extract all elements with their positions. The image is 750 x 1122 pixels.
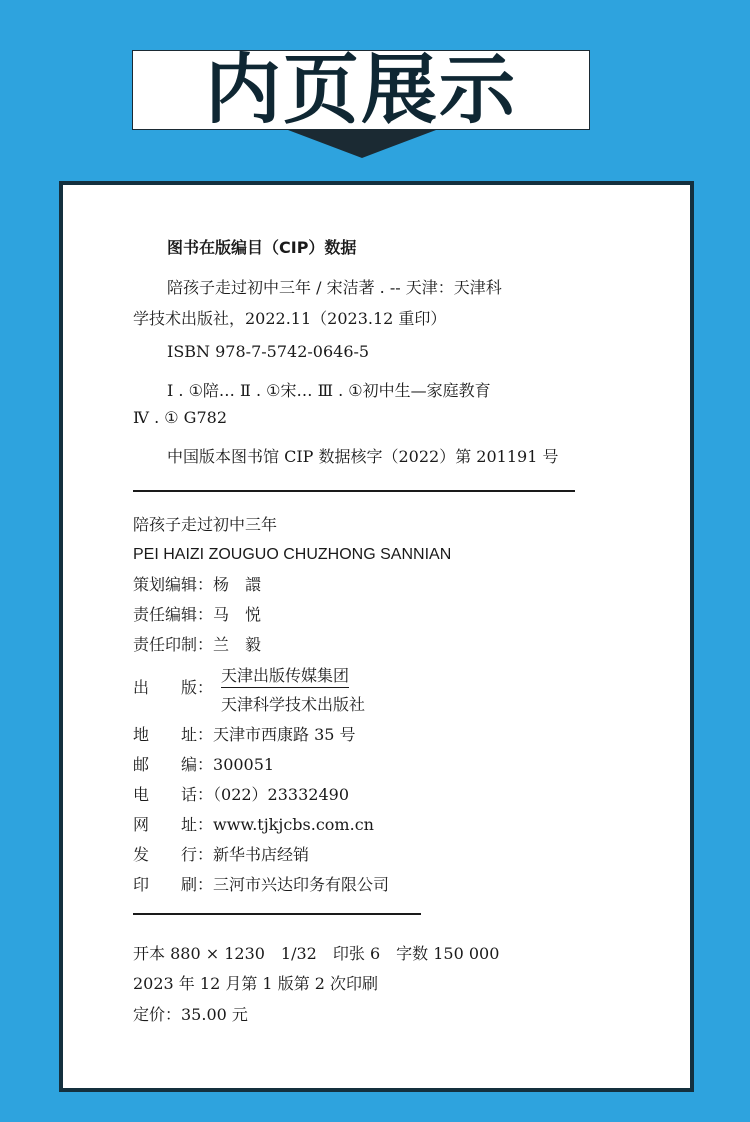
credit-value: 杨 譞 xyxy=(213,575,262,594)
info-postcode xyxy=(133,755,274,775)
cip-subjects-2: Ⅳ . ① G782 xyxy=(133,408,227,427)
credit-responsible-editor xyxy=(133,605,261,625)
publisher-group-name: 天津出版传媒集团 xyxy=(221,666,349,688)
publisher-label: 出 版： xyxy=(133,678,214,697)
info-label: 网 址： xyxy=(133,815,214,834)
credit-value: 兰 毅 xyxy=(213,635,262,654)
info-value: 三河市兴达印务有限公司 xyxy=(213,875,390,894)
info-value: 300051 xyxy=(213,755,275,774)
credit-planning-editor xyxy=(133,575,261,595)
cip-line-1: 陪孩子走过初中三年 / 宋洁著 . -- 天津：天津科 xyxy=(167,278,502,297)
info-value: www.tjkjcbs.com.cn xyxy=(213,815,374,834)
credit-label: 责任印制： xyxy=(133,635,214,654)
info-label: 印 刷： xyxy=(133,875,214,894)
info-address xyxy=(133,725,356,745)
cip-line-2: 学技术出版社，2022.11（2023.12 重印） xyxy=(133,309,447,328)
divider-bottom xyxy=(133,913,421,915)
publisher-group xyxy=(221,666,349,686)
cip-isbn: ISBN 978-7-5742-0646-5 xyxy=(167,342,370,361)
publisher-name: 天津科学技术出版社 xyxy=(221,695,366,714)
info-value: 新华书店经销 xyxy=(213,845,310,864)
cip-subjects-1: Ⅰ . ①陪… Ⅱ . ①宋… Ⅲ . ①初中生—家庭教育 xyxy=(167,381,491,400)
copyright-page xyxy=(59,181,694,1092)
info-label: 邮 编： xyxy=(133,755,214,774)
credit-value: 马 悦 xyxy=(213,605,262,624)
cip-heading: 图书在版编目（CIP）数据 xyxy=(167,238,357,257)
specs-format: 开本 880 × 1230 1/32 印张 6 字数 150 000 xyxy=(133,944,500,963)
info-distribution xyxy=(133,845,309,865)
info-printer xyxy=(133,875,389,895)
credit-label: 责任编辑： xyxy=(133,605,214,624)
specs-price: 定价：35.00 元 xyxy=(133,1005,248,1024)
header-banner xyxy=(132,45,590,134)
info-value: 天津市西康路 35 号 xyxy=(213,725,356,744)
divider-top xyxy=(133,490,575,492)
book-title-pinyin: PEI HAIZI ZOUGUO CHUZHONG SANNIAN xyxy=(133,546,452,563)
credit-printing-supervisor xyxy=(133,635,261,655)
banner-title: 内页展示 xyxy=(205,45,517,134)
specs-edition: 2023 年 12 月第 1 版第 2 次印刷 xyxy=(133,974,379,993)
info-phone xyxy=(133,785,349,805)
info-label: 发 行： xyxy=(133,845,214,864)
credit-label: 策划编辑： xyxy=(133,575,214,594)
info-value: （022）23332490 xyxy=(213,785,349,804)
info-label: 地 址： xyxy=(133,725,214,744)
info-label: 电 话： xyxy=(133,785,214,804)
down-arrow-icon xyxy=(288,130,436,158)
cip-number: 中国版本图书馆 CIP 数据核字（2022）第 201191 号 xyxy=(167,447,559,466)
info-website xyxy=(133,815,374,835)
book-title-cn: 陪孩子走过初中三年 xyxy=(133,515,278,534)
